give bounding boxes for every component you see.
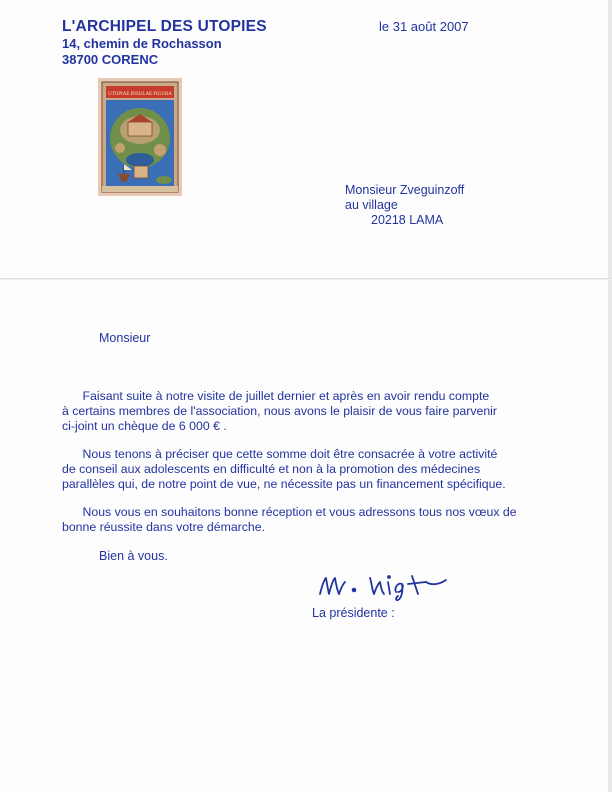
body-line: ci-joint un chèque de 6 000 € . [62,419,227,433]
handwritten-signature [314,568,470,602]
body-line: parallèles qui, de notre point de vue, ne nécessite pas un financement spécifique. [62,477,506,491]
body-line: bonne réussite dans votre démarche. [62,520,266,534]
signature-label: La présidente : [312,606,395,620]
organization-name: L'ARCHIPEL DES UTOPIES [62,18,267,35]
salutation: Monsieur [99,331,151,345]
letterhead [62,18,267,68]
closing: Bien à vous. [99,549,168,563]
body-paragraph-1 [62,389,582,434]
letter-date: le 31 août 2007 [379,19,469,34]
body-line: de conseil aux adolescents en difficulté et non à la promotion des médecines [62,462,481,476]
fold-line [0,278,612,280]
utopia-illustration [98,78,182,196]
body-paragraph-2 [62,447,582,492]
body-line: Faisant suite à notre visite de juillet dernier et après en avoir rendu compte [62,389,490,403]
page-edge [608,0,612,792]
recipient-line2: au village [345,198,398,212]
utopia-island-image [98,78,182,196]
body-line: à certains membres de l'association, nous avons le plaisir de vous faire parvenir [62,404,498,418]
body-line: Nous tenons à préciser que cette somme doit être consacrée à votre activité [62,447,498,461]
sender-city: 38700 CORENC [62,52,159,67]
recipient-address [345,183,464,228]
sender-street: 14, chemin de Rochasson [62,36,222,51]
body-line: Nous vous en souhaitons bonne réception et vous adressons tous nos vœux de [62,505,517,519]
illustration-banner: UTOPIAE INSULAE FIGURA [108,92,172,97]
recipient-postcode-city: 20218 LAMA [371,213,444,227]
recipient-name: Monsieur Zveguinzoff [345,183,465,197]
body-paragraph-3 [62,505,582,535]
